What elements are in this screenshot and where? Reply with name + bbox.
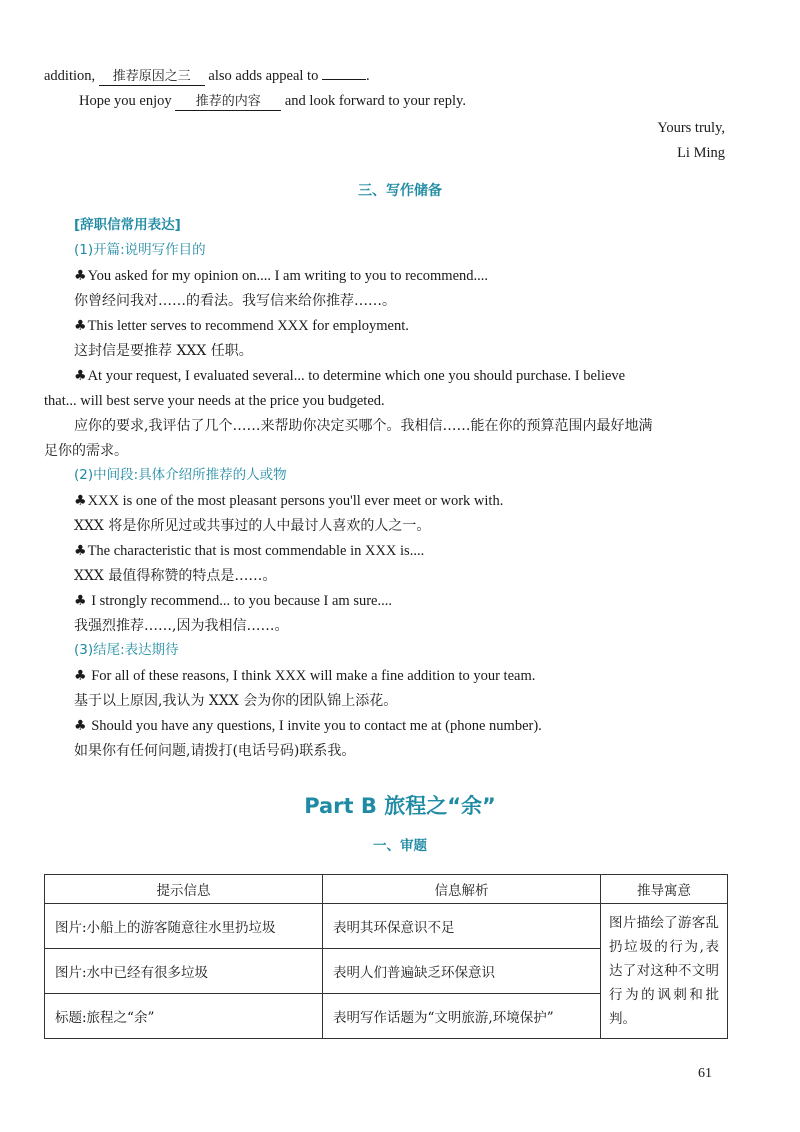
expression-zh-2: 这封信是要推荐 XXX 任职。 [74,343,253,359]
text-look-forward: and look forward to your reply. [284,93,466,109]
cell-analysis: 表明人们普遍缺乏环保意识 [323,949,601,994]
expression-en-4 [74,491,503,511]
cell-analysis: 表明写作话题为“文明旅游,环境保护” [323,994,601,1039]
cell-prompt: 图片:小船上的游客随意往水里扔垃圾 [45,904,323,949]
expression-zh-3a: 应你的要求,我评估了几个……来帮助你决定买哪个。我相信……能在你的预算范围内最好地满 [74,418,653,434]
club-icon: ♣ [74,593,87,609]
club-icon: ♣ [74,543,87,559]
club-icon: ♣ [74,368,87,384]
expression-text: XXX is one of the most pleasant persons you'll ever meet or work with. [87,493,504,509]
header-prompt-info: 提示信息 [45,875,323,904]
expression-text: This letter serves to recommend XXX for employment. [87,318,409,334]
expression-zh-8: 如果你有任何问题,请拨打(电话号码)联系我。 [74,743,356,759]
expression-zh-1: 你曾经问我对……的看法。我写信来给你推荐……。 [74,293,396,309]
header-deduction: 推导寓意 [601,875,728,904]
expression-text: Should you have any questions, I invite you to contact me at (phone number). [87,718,542,734]
expression-text: The characteristic that is most commendable in XXX is.... [87,543,425,559]
signature: Li Ming [677,145,725,161]
cell-prompt: 标题:旅程之“余” [45,994,323,1039]
subheading-middle: (2)中间段:具体介绍所推荐的人或物 [74,467,287,483]
closing: Yours truly, [657,120,725,136]
expression-en-3b: that... will best serve your needs at the price you budgeted. [44,393,385,409]
club-icon: ♣ [74,718,87,734]
text-hope: Hope you enjoy [79,93,172,109]
category-label: [辞职信常用表达] [74,217,181,233]
text-also-adds: also adds appeal to [208,68,319,84]
cell-analysis: 表明其环保意识不足 [323,904,601,949]
expression-text: At your request, I evaluated several... to determine which one you should purchase. I believe [87,368,626,384]
subheading-ending: (3)结尾:表达期待 [74,642,179,658]
expression-en-2 [74,316,409,336]
cell-prompt: 图片:水中已经有很多垃圾 [45,949,323,994]
club-icon: ♣ [74,668,87,684]
club-icon: ♣ [74,268,87,284]
expression-en-6 [74,591,392,611]
text-addition: addition, [44,68,96,84]
letter-line-addition [44,66,370,86]
club-icon: ♣ [74,318,87,334]
expression-en-3a [74,366,625,386]
expression-en-8 [74,716,542,736]
analysis-table [44,874,728,1039]
table-row [45,904,728,949]
table-header-row [45,875,728,904]
expression-zh-5: XXX 最值得称赞的特点是……。 [74,568,277,584]
section-title-writing-reserve: 三、写作储备 [358,183,442,199]
letter-line-hope [79,91,466,111]
expression-en-1 [74,266,488,286]
subheading-opening: (1)开篇:说明写作目的 [74,242,206,258]
expression-en-5 [74,541,424,561]
part-b-subtitle: 一、审题 [373,838,427,854]
page-number: 61 [698,1066,712,1081]
cell-deduction: 图片描绘了游客乱扔垃圾的行为,表达了对这种不文明行为的讽刺和批判。 [601,904,728,1039]
expression-zh-3b: 足你的需求。 [44,443,128,459]
blank-appeal-target [322,79,366,80]
expression-en-7 [74,666,535,686]
text-period: . [365,68,370,84]
expression-zh-6: 我强烈推荐……,因为我相信……。 [74,618,289,634]
blank-content: 推荐的内容 [175,93,281,111]
expression-zh-7: 基于以上原因,我认为 XXX 会为你的团队锦上添花。 [74,693,398,709]
expression-zh-4: XXX 将是你所见过或共事过的人中最讨人喜欢的人之一。 [74,518,431,534]
blank-reason-three: 推荐原因之三 [99,68,205,86]
club-icon: ♣ [74,493,87,509]
header-analysis: 信息解析 [323,875,601,904]
expression-text: I strongly recommend... to you because I am sure.... [87,593,392,609]
expression-text: For all of these reasons, I think XXX will make a fine addition to your team. [87,668,536,684]
expression-text: You asked for my opinion on.... I am writing to you to recommend.... [87,268,489,284]
part-b-title: Part B 旅程之“余” [304,794,496,818]
